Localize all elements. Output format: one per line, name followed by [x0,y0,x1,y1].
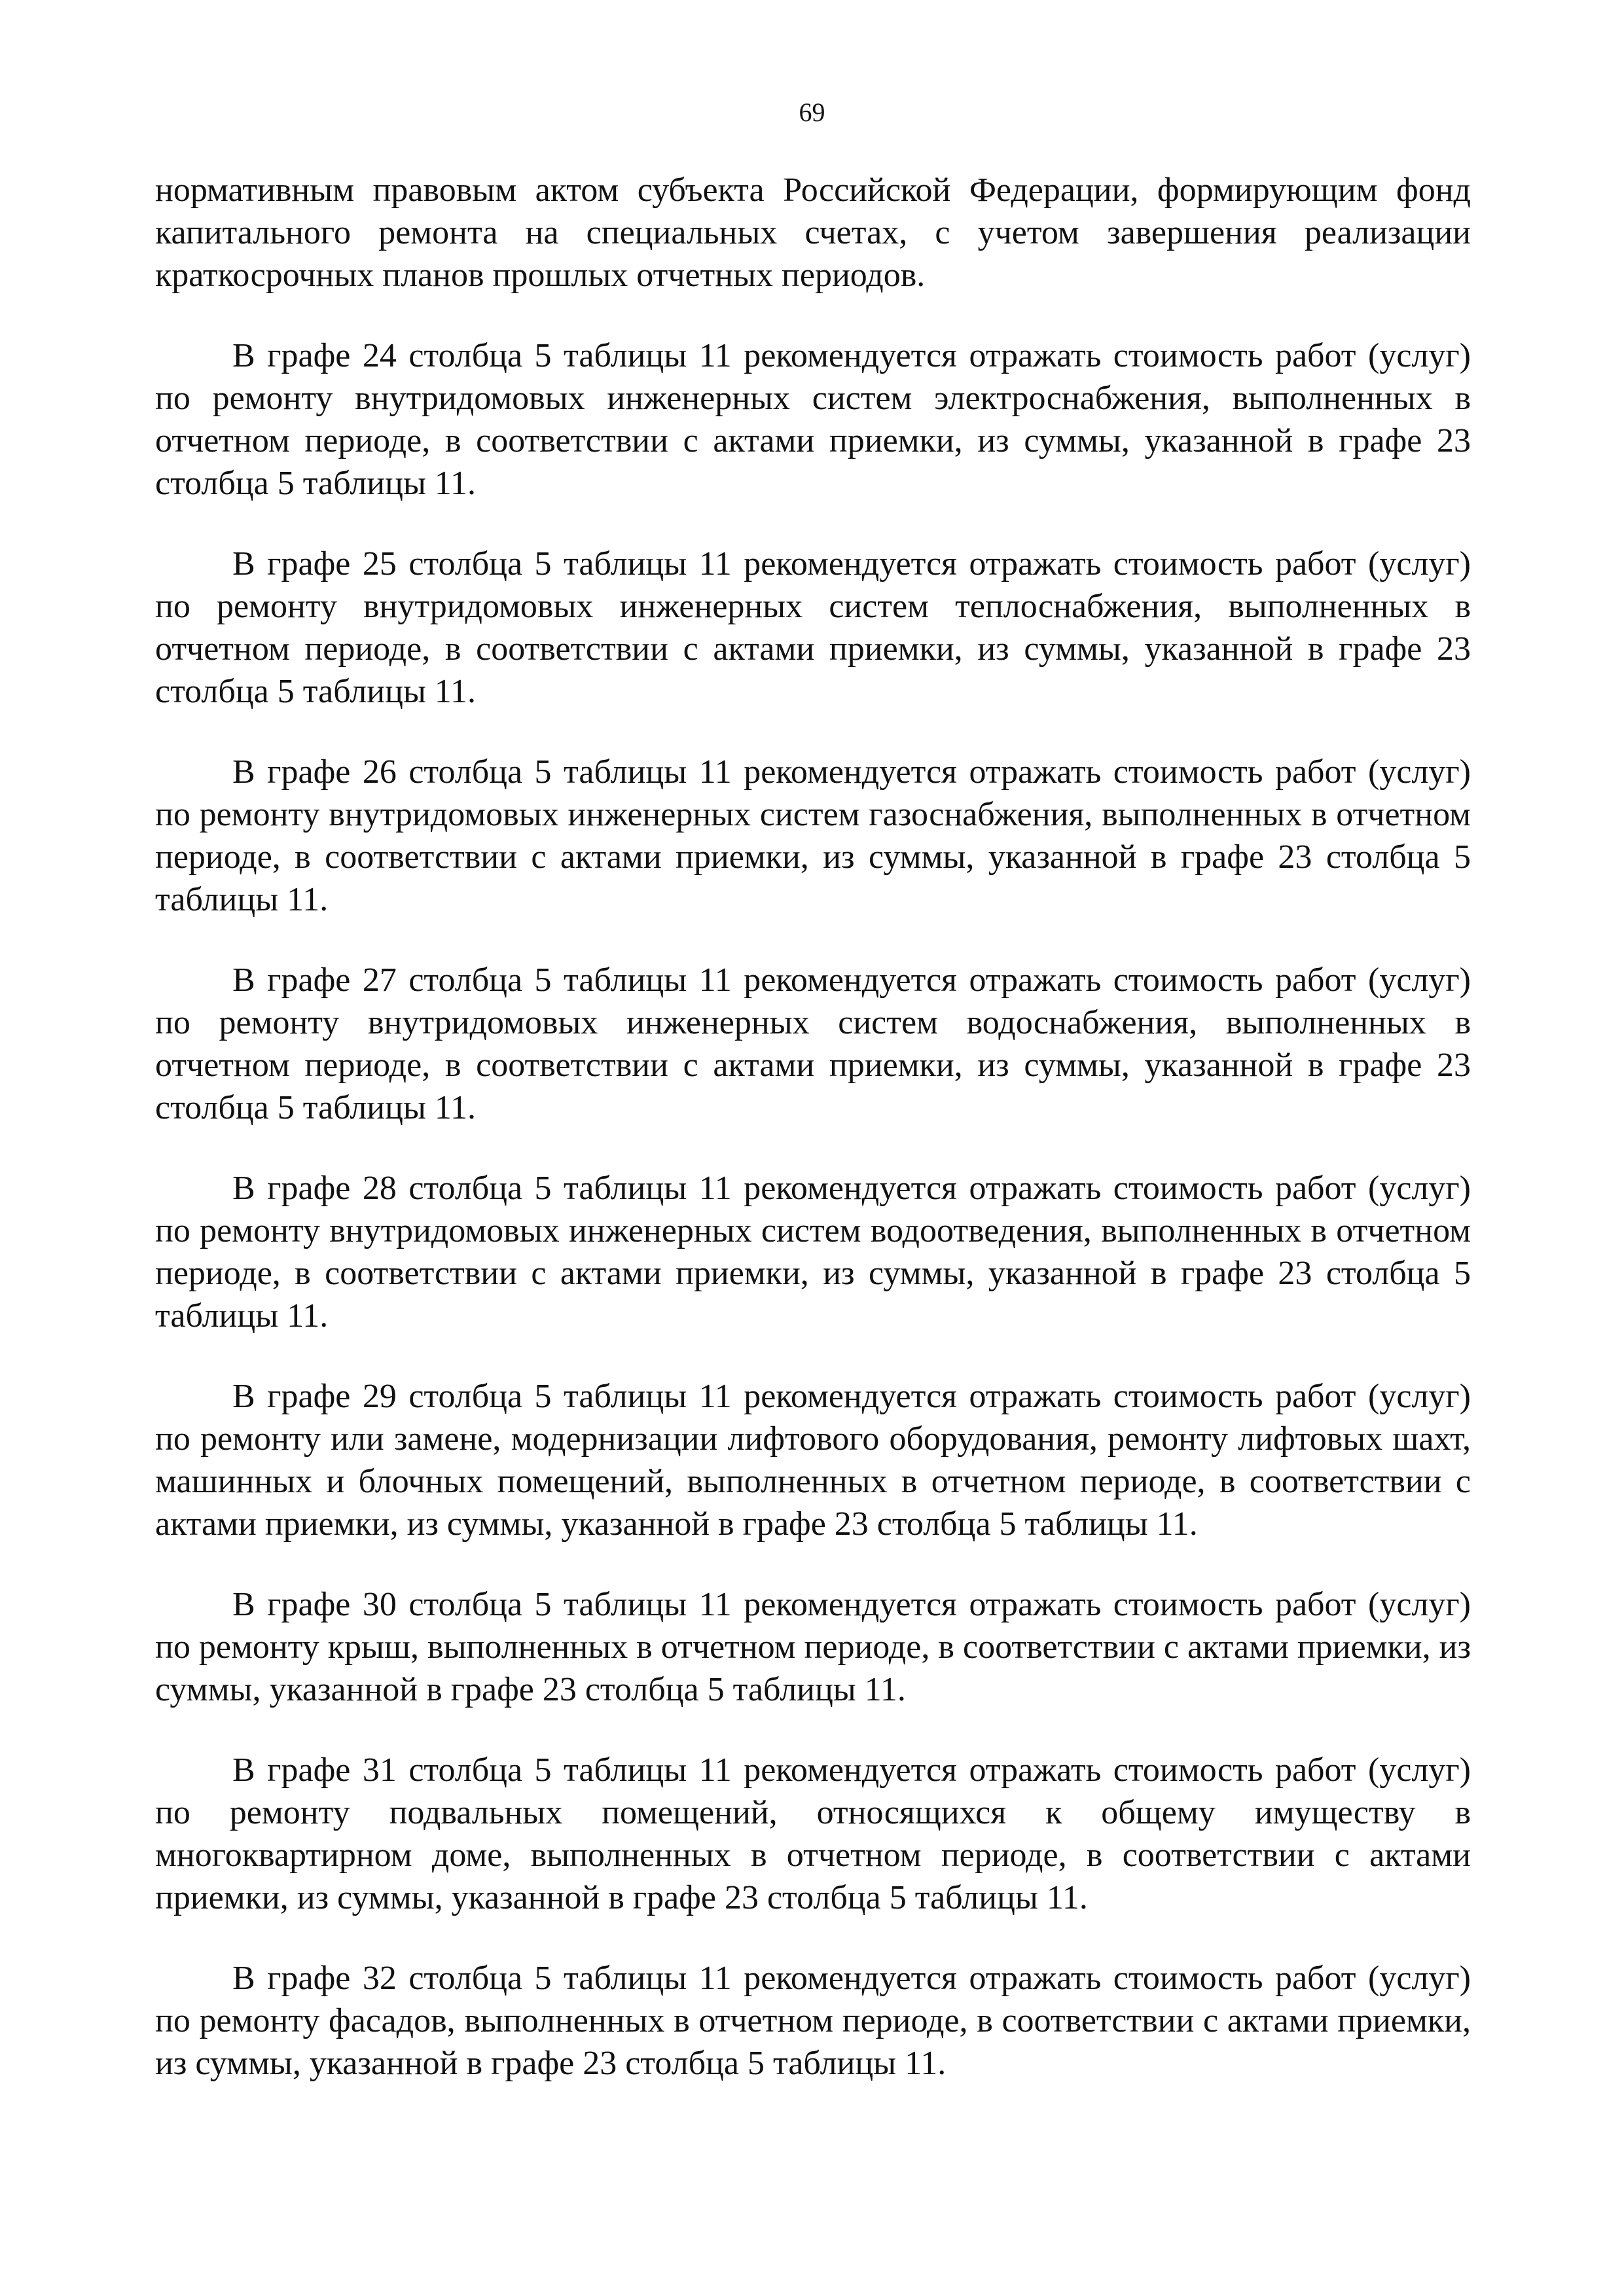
paragraph-column-26: В графе 26 столбца 5 таблицы 11 рекомендуется отражать стоимость работ (услуг) по ремонту внутридомовых инженерных систем газоснабжения, выполненных в отчетном периоде, в соответствии с актами приемки, из суммы, указанной в графе 23 столбца 5 таблицы 11. [155,753,1471,918]
paragraph-column-29: В графе 29 столбца 5 таблицы 11 рекомендуется отражать стоимость работ (услуг) по ремонту или замене, модернизации лифтового оборудования, ремонту лифтовых шахт, машинных и блочных помещений, выполненных в отчетном периоде, в соответствии с актами приемки, из суммы, указанной в графе 23 столбца 5 таблицы 11. [155,1378,1471,1543]
paragraph-continuation: нормативным правовым актом субъекта Российской Федерации, формирующим фонд капитального ремонта на специальных счетах, с учетом завершения реализации краткосрочных планов прошлых отчетных периодов. [155,171,1471,294]
paragraph-column-32: В графе 32 столбца 5 таблицы 11 рекомендуется отражать стоимость работ (услуг) по ремонту фасадов, выполненных в отчетном периоде, в соответствии с актами приемки, из суммы, указанной в графе 23 столбца 5 таблицы 11. [155,1960,1471,2082]
paragraph-column-31: В графе 31 столбца 5 таблицы 11 рекомендуется отражать стоимость работ (услуг) по ремонту подвальных помещений, относящихся к общему имуществу в многоквартирном доме, выполненных в отчетном периоде, в соответствии с актами приемки, из суммы, указанной в графе 23 столбца 5 таблицы 11. [155,1751,1471,1916]
document-body [155,169,1471,2123]
paragraph-column-24: В графе 24 столбца 5 таблицы 11 рекомендуется отражать стоимость работ (услуг) по ремонту внутридомовых инженерных систем электроснабжения, выполненных в отчетном периоде, в соответствии с актами приемки, из суммы, указанной в графе 23 столбца 5 таблицы 11. [155,337,1471,502]
page-number: 69 [799,98,825,127]
paragraph-column-27: В графе 27 столбца 5 таблицы 11 рекомендуется отражать стоимость работ (услуг) по ремонту внутридомовых инженерных систем водоснабжения, выполненных в отчетном периоде, в соответствии с актами приемки, из суммы, указанной в графе 23 столбца 5 таблицы 11. [155,961,1471,1126]
paragraph-column-30: В графе 30 столбца 5 таблицы 11 рекомендуется отражать стоимость работ (услуг) по ремонту крыш, выполненных в отчетном периоде, в соответствии с актами приемки, из суммы, указанной в графе 23 столбца 5 таблицы 11. [155,1586,1471,1708]
paragraph-column-28: В графе 28 столбца 5 таблицы 11 рекомендуется отражать стоимость работ (услуг) по ремонту внутридомовых инженерных систем водоотведения, выполненных в отчетном периоде, в соответствии с актами приемки, из суммы, указанной в графе 23 столбца 5 таблицы 11. [155,1170,1471,1335]
paragraph-column-25: В графе 25 столбца 5 таблицы 11 рекомендуется отражать стоимость работ (услуг) по ремонту внутридомовых инженерных систем теплоснабжения, выполненных в отчетном периоде, в соответствии с актами приемки, из суммы, указанной в графе 23 столбца 5 таблицы 11. [155,545,1471,710]
